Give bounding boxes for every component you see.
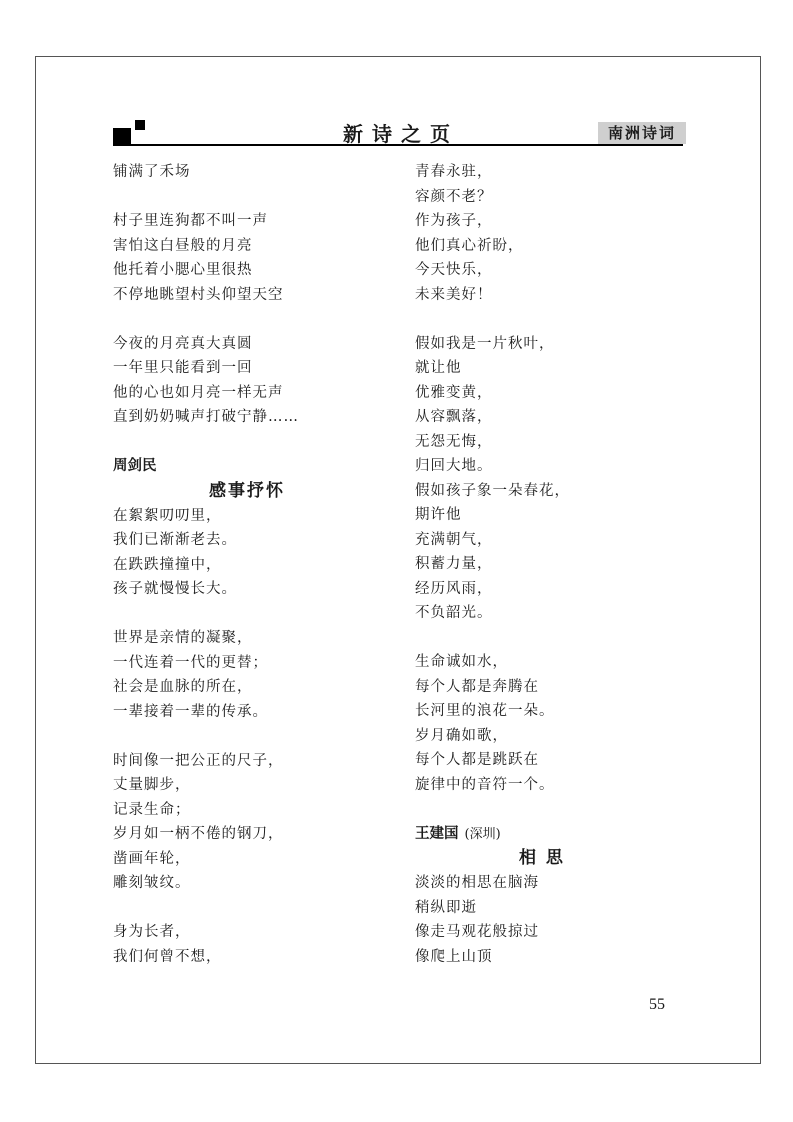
poem-line: 一辈接着一辈的传承。 — [113, 703, 268, 720]
poem-line: 经历风雨， — [415, 580, 493, 597]
stanza-gap — [113, 185, 383, 210]
author-location: (深圳) — [464, 826, 501, 842]
poem-line: 期许他 — [415, 507, 462, 523]
poem-line: 就让他 — [415, 360, 462, 376]
poem-line: 生命诚如水， — [415, 654, 508, 670]
poem-line: 在絮絮叨叨里， — [113, 507, 222, 524]
poem-line: 身为长者， — [113, 924, 191, 940]
poem-line: 作为孩子， — [415, 213, 493, 229]
poem-title: 感事抒怀 — [209, 480, 285, 501]
poem-line: 长河里的浪花一朵。 — [415, 703, 555, 719]
poem-line: 优雅变黄， — [415, 384, 493, 401]
poem-line: 容颜不老？ — [415, 188, 493, 205]
poem-line: 每个人都是跳跃在 — [415, 752, 539, 768]
poem-line: 岁月确如歌， — [415, 727, 508, 744]
left-column — [113, 160, 383, 969]
poem-line: 一代连着一代的更替； — [113, 654, 268, 671]
poem-line: 丈量脚步， — [113, 777, 191, 793]
poem-title: 相 思 — [519, 848, 565, 868]
poem-line: 他的心也如月亮一样无声 — [113, 384, 284, 401]
stanza-gap — [113, 896, 383, 921]
section-title: 新诗之页 — [343, 122, 459, 146]
poem-line: 雕刻皱纹。 — [113, 875, 191, 891]
stanza-gap — [113, 430, 383, 455]
poem-line: 无怨无悔， — [415, 433, 493, 450]
poem-line: 淡淡的相思在脑海 — [415, 875, 539, 891]
poem-line: 孩子就慢慢长大。 — [113, 581, 237, 597]
stanza-gap — [415, 626, 685, 651]
author-name: 周剑民 — [113, 458, 157, 474]
poem-line: 在跌跌撞撞中， — [113, 556, 222, 573]
stanza-gap — [113, 602, 383, 627]
poem-line: 我们何曾不想， — [113, 948, 222, 965]
poem-line: 积蓄力量， — [415, 556, 493, 572]
poem-line: 我们已渐渐老去。 — [113, 532, 237, 548]
poem-line: 归回大地。 — [415, 458, 493, 474]
poem-line: 时间像一把公正的尺子， — [113, 752, 284, 769]
poem-line: 青春永驻， — [415, 164, 493, 180]
poem-line: 凿画年轮， — [113, 850, 191, 867]
poem-line: 他托着小腮心里很热 — [113, 262, 253, 278]
poem-author — [415, 822, 685, 847]
poem-line: 不停地眺望村头仰望天空 — [113, 286, 284, 303]
poem-line: 稍纵即逝 — [415, 899, 477, 916]
poem-line: 今天快乐， — [415, 262, 493, 278]
poem-line: 假如我是一片秋叶， — [415, 335, 555, 352]
poem-line: 未来美好！ — [415, 286, 493, 303]
stanza-gap — [113, 724, 383, 749]
page-number: 55 — [649, 996, 665, 1013]
poem-line: 不负韶光。 — [415, 605, 493, 621]
poem-line: 村子里连狗都不叫一声 — [113, 213, 268, 229]
stanza-gap — [113, 307, 383, 332]
poem-line: 岁月如一柄不倦的钢刀， — [113, 826, 284, 842]
poem-line: 铺满了禾场 — [113, 164, 191, 180]
poem-line: 假如孩子象一朵春花， — [415, 482, 570, 499]
author-name: 王建国 — [415, 825, 459, 842]
poem-line: 充满朝气， — [415, 531, 493, 548]
brand-label: 南洲诗词 — [598, 122, 686, 144]
poem-line: 像爬上山顶 — [415, 948, 493, 965]
header-square-large — [113, 128, 131, 144]
header-square-small — [135, 120, 145, 130]
poem-line: 他们真心祈盼， — [415, 237, 524, 254]
poem-line: 旋律中的音符一个。 — [415, 776, 555, 793]
poem-line: 记录生命； — [113, 801, 191, 818]
poem-line: 一年里只能看到一回 — [113, 360, 253, 376]
poem-line: 今夜的月亮真大真圆 — [113, 335, 253, 352]
poem-line: 直到奶奶喊声打破宁静…… — [113, 409, 299, 425]
poem-line: 社会是血脉的所在， — [113, 679, 253, 695]
poem-line: 每个人都是奔腾在 — [415, 678, 539, 695]
poem-line: 害怕这白昼般的月亮 — [113, 237, 253, 254]
poem-author — [113, 454, 383, 479]
poem-line: 世界是亲情的凝聚， — [113, 630, 253, 646]
right-column — [415, 160, 685, 969]
poem-line: 像走马观花般掠过 — [415, 924, 539, 940]
stanza-gap — [415, 797, 685, 822]
stanza-gap — [415, 307, 685, 332]
poem-line: 从容飘落， — [415, 409, 493, 425]
